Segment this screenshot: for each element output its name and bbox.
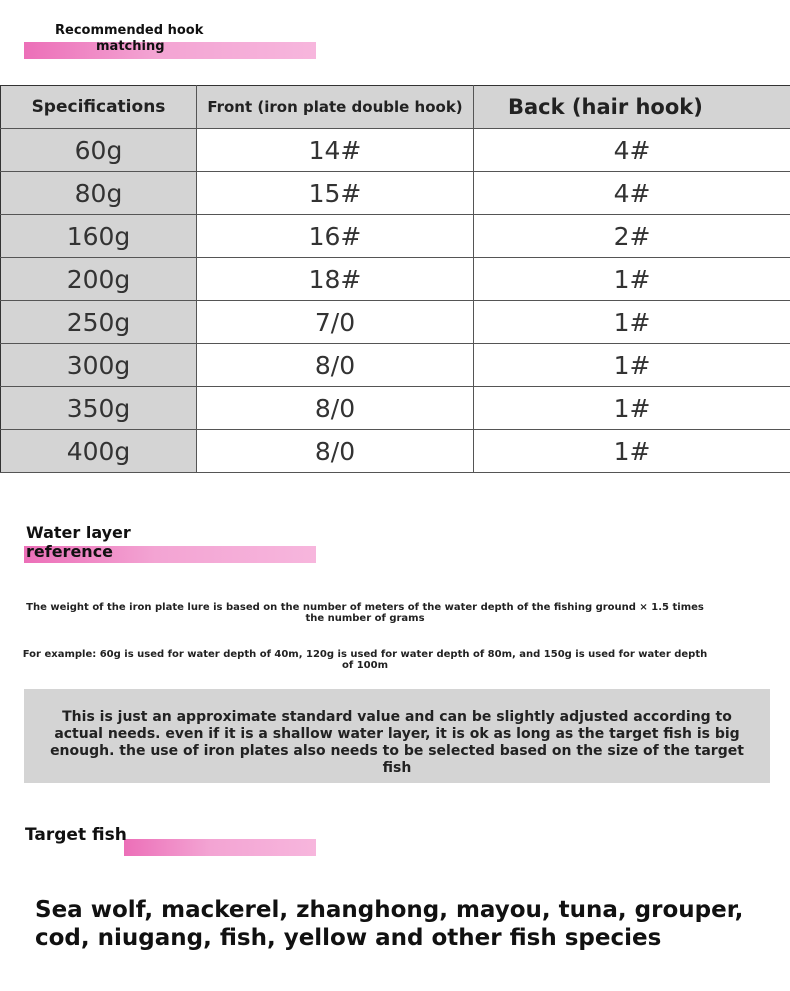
- back-hook-cell: 4#: [474, 172, 790, 215]
- heading-line-1: Target fish: [25, 825, 127, 845]
- spec-cell: 300g: [1, 344, 197, 387]
- spec-cell: 250g: [1, 301, 197, 344]
- weight-example-note: For example: 60g is used for water depth of 40m, 120g is used for water depth of 80m, and 150g is used for water depth of 100m: [22, 649, 708, 671]
- front-hook-cell: 8/0: [197, 387, 474, 430]
- heading-line-2: reference: [26, 542, 114, 561]
- weight-rule-note: The weight of the iron plate lure is based on the number of meters of the water depth of the fishing ground × 1.5 times the number of grams: [26, 602, 704, 624]
- front-hook-cell: 18#: [197, 258, 474, 301]
- column-header-front-hook: Front (iron plate double hook): [197, 86, 474, 129]
- spec-cell: 60g: [1, 129, 197, 172]
- table-header-row: [1, 86, 790, 129]
- heading-line-1: Recommended hook: [55, 23, 204, 38]
- adjustment-notice-box: [24, 689, 770, 783]
- column-header-back-hook: Back (hair hook): [474, 86, 790, 129]
- front-hook-cell: 8/0: [197, 430, 474, 473]
- back-hook-cell: 2#: [474, 215, 790, 258]
- spec-cell: 400g: [1, 430, 197, 473]
- table-row: [1, 301, 790, 344]
- table-row: [1, 172, 790, 215]
- back-hook-cell: 1#: [474, 344, 790, 387]
- back-hook-cell: 4#: [474, 129, 790, 172]
- front-hook-cell: 8/0: [197, 344, 474, 387]
- front-hook-cell: 15#: [197, 172, 474, 215]
- table-row: [1, 215, 790, 258]
- spec-cell: 160g: [1, 215, 197, 258]
- table-row: [1, 430, 790, 473]
- back-hook-cell: 1#: [474, 387, 790, 430]
- heading-line-1: Water layer: [26, 523, 131, 542]
- heading-highlight-bar: [24, 42, 316, 59]
- back-hook-cell: 1#: [474, 258, 790, 301]
- spec-cell: 80g: [1, 172, 197, 215]
- front-hook-cell: 7/0: [197, 301, 474, 344]
- table-row: [1, 129, 790, 172]
- spec-cell: 350g: [1, 387, 197, 430]
- heading-highlight-bar: [124, 839, 316, 856]
- target-fish-list: Sea wolf, mackerel, zhanghong, mayou, tuna, grouper, cod, niugang, fish, yellow and other fish species: [35, 897, 744, 951]
- hook-spec-table: [0, 85, 790, 473]
- front-hook-cell: 14#: [197, 129, 474, 172]
- adjustment-notice-text: This is just an approximate standard value and can be slightly adjusted according to actual needs. even if it is a shallow water layer, it is ok as long as the target fish is big enough. the use of iron plates also needs to be selected based on the size of the target fish: [50, 709, 744, 776]
- heading-line-2: matching: [96, 39, 165, 54]
- back-hook-cell: 1#: [474, 430, 790, 473]
- column-header-specifications: Specifications: [1, 86, 197, 129]
- front-hook-cell: 16#: [197, 215, 474, 258]
- table-row: [1, 344, 790, 387]
- spec-cell: 200g: [1, 258, 197, 301]
- table-row: [1, 387, 790, 430]
- table-row: [1, 258, 790, 301]
- back-hook-cell: 1#: [474, 301, 790, 344]
